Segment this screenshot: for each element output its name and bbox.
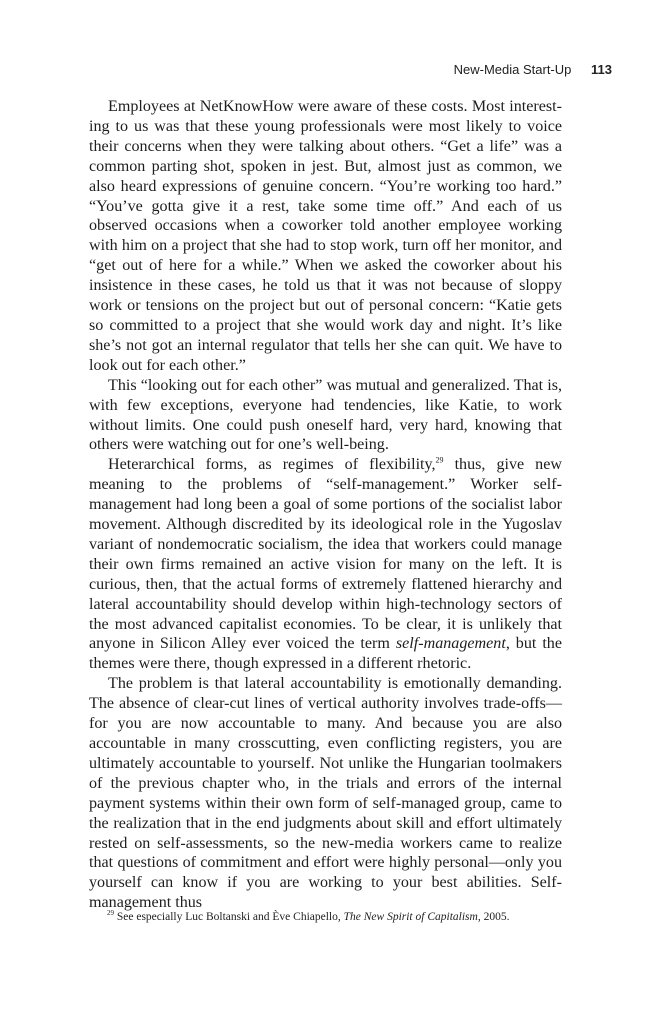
body-text [89, 97, 562, 913]
footnote-reference: 29 [435, 455, 444, 465]
running-head [454, 62, 612, 77]
paragraph-3 [89, 455, 562, 674]
page-number: 113 [591, 62, 612, 77]
footnote-text-a: See especially Luc Boltanski and Ève Chiapello, [114, 911, 344, 923]
paragraph-3-text-a: Heterarchical forms, as regimes of flexibility, [108, 456, 436, 474]
paragraph-1: Employees at NetKnowHow were aware of these costs. Most interesting to us was that these young professionals were most likely to voice their concerns when they were talking about others. “Get a life” was a common parting shot, spoken in jest. But, almost just as common, we also heard expressions of genuine concern. “You’re working too hard.” “You’ve gotta give it a rest, take some time off.” And each of us observed occasions when a coworker told another employee working with him on a project that she had to stop work, turn off her monitor, and “get out of here for a while.” When we asked the coworker about his insistence in these cases, he told us that it was not because of sloppy work or tensions on the project but out of personal concern: “Katie gets so committed to a project that she would work day and night. It’s like she’s not got an internal regulator that tells her she can quit. We have to look out for each other.” [89, 98, 562, 374]
paragraph-4: The problem is that lateral accountability is emotionally demanding. The absence of clear-cut lines of vertical authority involves trade-offs—for you are now accountable to many. And because you are also accountable in many crosscutting, even conflicting registers, you are ultimately accountable to yourself. Not unlike the Hungarian toolmakers of the previous chapter who, in the trials and errors of the internal payment systems within their own form of self-managed group, came to the realization that in the end judgments about skill and effort ultimately rested on self-assessments, so the new-media workers came to realize that questions of commitment and effort were highly personal—only you yourself can know if you are working to your best abilities. Self-management thus [89, 675, 562, 912]
paragraph-2: This “looking out for each other” was mutual and generalized. That is, with few exceptions, everyone had tendencies, like Katie, to work without limits. One could push oneself hard, very hard, knowing that others were watching out for one’s well-being. [89, 376, 562, 454]
footnote-book-title: The New Spirit of Capitalism [343, 911, 478, 923]
emphasized-term: self-management [395, 635, 506, 653]
paragraph-3-text-b: thus, give new meaning to the problems of “self-management.” Worker self-management had long been a goal of some portions of the socialist labor movement. Although discredited by its ideological role in the Yugoslav variant of nondemocratic socialism, the idea that workers could manage their own firms remained an active vision for many on the left. It is curious, then, that the actual forms of extremely flattened hierarchy and lateral accountability should develop within high-technology sectors of the most advanced capitalist economies. To be clear, it is unlikely that anyone in Silicon Alley ever voiced the term [89, 456, 562, 653]
footnote-text-b: , 2005. [477, 911, 510, 923]
paragraph-3-text-c: , but the themes were there, though expressed in a different rhetoric. [89, 635, 562, 673]
running-title: New-Media Start-Up [453, 62, 572, 77]
footnote [89, 910, 562, 925]
footnote-mark: 29 [107, 909, 114, 918]
